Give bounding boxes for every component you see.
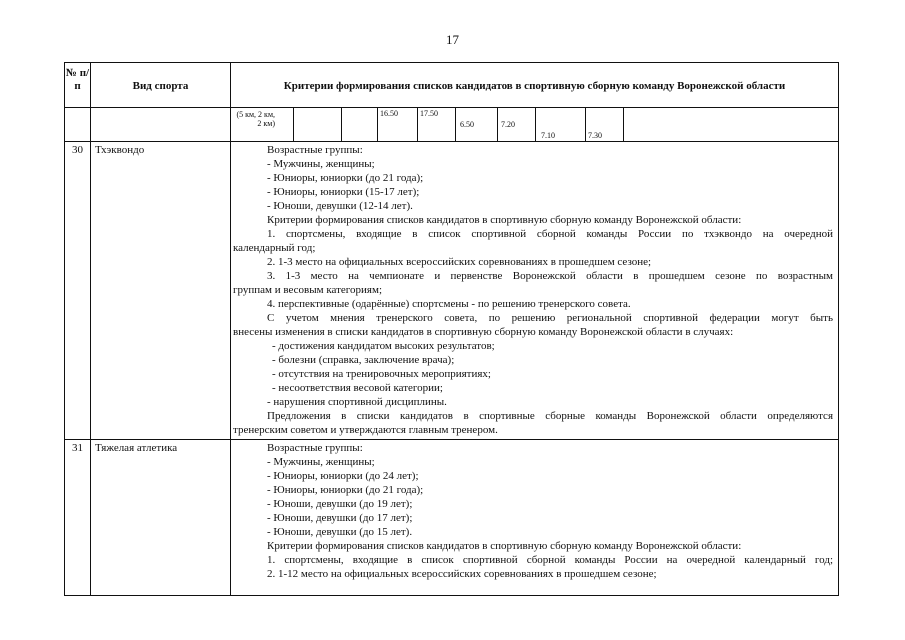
sub-value: 7.20 <box>501 120 515 129</box>
row-number: 31 <box>72 442 83 454</box>
header-criteria: Критерии формирования списков кандидатов в спортивную сборную команду Воронежской области <box>283 80 786 92</box>
sub-value: 17.50 <box>420 109 438 118</box>
sub-value: 7.10 <box>541 131 555 140</box>
row-number: 30 <box>72 144 83 156</box>
sub-value: 7.30 <box>588 131 602 140</box>
header-bottom-line <box>65 107 838 108</box>
col-divider-1 <box>90 63 91 595</box>
sport-name: Тхэквондо <box>95 144 145 156</box>
page-number: 17 <box>446 32 459 47</box>
col-divider-2 <box>230 63 231 595</box>
sub-value: 6.50 <box>460 120 474 129</box>
header-sport: Вид спорта <box>132 80 189 92</box>
distance-label: (5 км, 2 км, 2 км) <box>236 110 275 128</box>
criteria-table: № п/ п Вид спорта Критерии формирования списков кандидатов в спортивную сборную команду Воронежской области (5 км, 2 км, 2 км) 16.50 17.50 6.50 7.20 7.10 7.30 30 Тхэквондо Возрастные группы: - Мужчины, женщины; - Юниоры, юниорки (до 21 года); - Юниоры, юниорки (15-17 лет); - Юноши, девушки (12-14 лет). Критерии формирования списков кандидатов в спортивную сборную команду Воронежской области: 1. спортсмены, входящие в список спортивной сборной команды России по тхэквондо на очередной календарный год; 2. 1-3 место на официальных всероссийских соревнованиях в прошедшем сезоне; 3. 1-3 место на чемпионате и первенстве Воронежской области в прошедшем сезоне по возрастным группам и весовым категориям; 4. перспективные (одарённые) спортсмены - по решению тренерского совета. С учетом мнения тренерского совета, по решению региональной спортивной федерации могут быть внесены изменения в списки кандидатов в спортивную сборную команду Воронежской области в случаях: - достижения кандидатом высоких результатов; - болезни (справка, заключение врача); - отсутствия на тренировочных мероприятиях; - несоответствия весовой категории; - нарушения спортивной дисциплины. Предложения в списки кандидатов в спортивные сборные команды Воронежской области определяются тренерским советом и утверждаются главным тренером. 31 Тяжелая атлетика Возрастные группы: - Мужчины, женщины; - Юниоры, юниорки (до 24 лет); - Юниоры, юниорки (до 21 года); - Юноши, девушки (до 19 лет); - Юноши, девушки (до 17 лет); - Юноши, девушки (до 15 лет). Критерии формирования списков кандидатов в спортивную сборную команду Воронежской области: 1. спортсмены, входящие в список спортивной сборной команды России на очередной календарный год; 2. 1-12 место на официальных всероссийских соревнованиях в прошедшем сезоне; <box>64 62 839 596</box>
header-num: № п/ п <box>65 67 90 92</box>
sub-value: 16.50 <box>380 109 398 118</box>
sport-name: Тяжелая атлетика <box>95 442 178 454</box>
